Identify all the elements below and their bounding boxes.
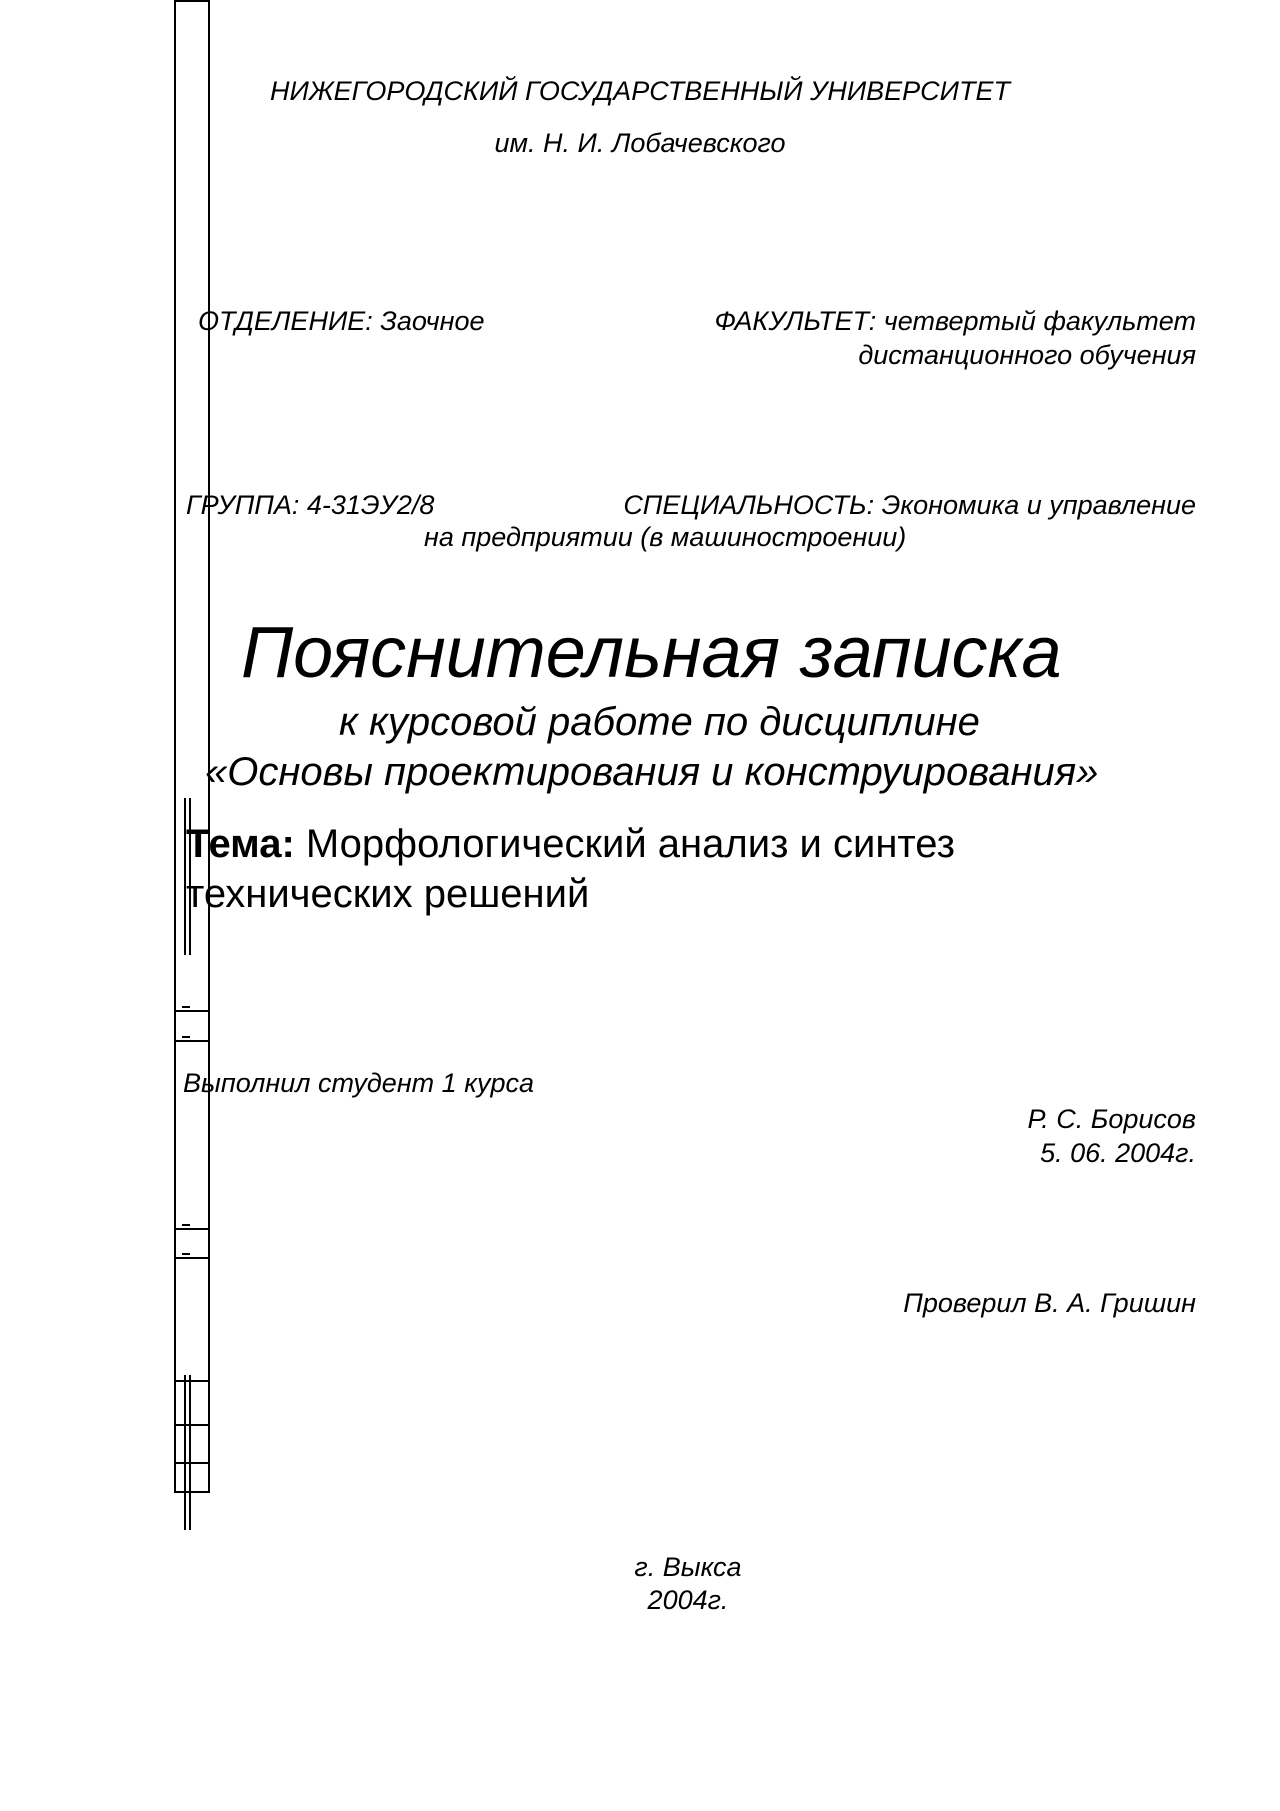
faculty-line2: дистанционного обучения <box>858 340 1196 370</box>
topic-line1: Морфологический анализ и синтез <box>294 822 955 866</box>
author-date: 5. 06. 2004г. <box>1040 1138 1196 1168</box>
university-named-after: им. Н. И. Лобачевского <box>494 128 786 158</box>
university-name: НИЖЕГОРОДСКИЙ ГОСУДАРСТВЕННЫЙ УНИВЕРСИТЕТ <box>270 76 1010 106</box>
performed-by: Выполнил студент 1 курса <box>183 1068 534 1098</box>
margin-hline <box>174 1424 210 1426</box>
margin-hline <box>174 1228 210 1230</box>
department-label: ОТДЕЛЕНИЕ: Заочное <box>198 306 485 336</box>
margin-tick <box>182 1253 190 1255</box>
document-subtitle-line2: «Основы проектирования и конструирования» <box>205 750 1099 794</box>
margin-hline <box>174 1257 210 1259</box>
topic-label: Тема: <box>186 822 295 866</box>
margin-hline <box>174 1040 210 1042</box>
margin-inner-line <box>189 1375 191 1530</box>
margin-hline <box>174 1380 210 1382</box>
footer-year: 2004г. <box>647 1585 729 1615</box>
specialty-line2: на предприятии (в машиностроении) <box>424 522 907 552</box>
topic-line2: технических решений <box>186 872 590 916</box>
topic-block <box>186 822 955 867</box>
margin-hline <box>174 1462 210 1464</box>
margin-outer-frame <box>174 0 210 1493</box>
group-label: ГРУППА: 4-31ЭУ2/8 <box>186 490 435 520</box>
document-title: Пояснительная записка <box>241 613 1062 693</box>
margin-hline <box>174 1010 210 1012</box>
margin-tick <box>182 1036 190 1038</box>
specialty-line1: СПЕЦИАЛЬНОСТЬ: Экономика и управление <box>623 490 1196 520</box>
author-name: Р. С. Борисов <box>1027 1104 1196 1134</box>
margin-inner-line <box>184 1375 186 1530</box>
checked-by: Проверил В. А. Гришин <box>903 1288 1196 1318</box>
footer-city: г. Выкса <box>634 1552 742 1582</box>
margin-tick <box>182 1006 190 1008</box>
margin-tick <box>182 1224 190 1226</box>
faculty-line1: ФАКУЛЬТЕТ: четвертый факультет <box>714 306 1196 336</box>
document-subtitle-line1: к курсовой работе по дисциплине <box>339 700 980 744</box>
